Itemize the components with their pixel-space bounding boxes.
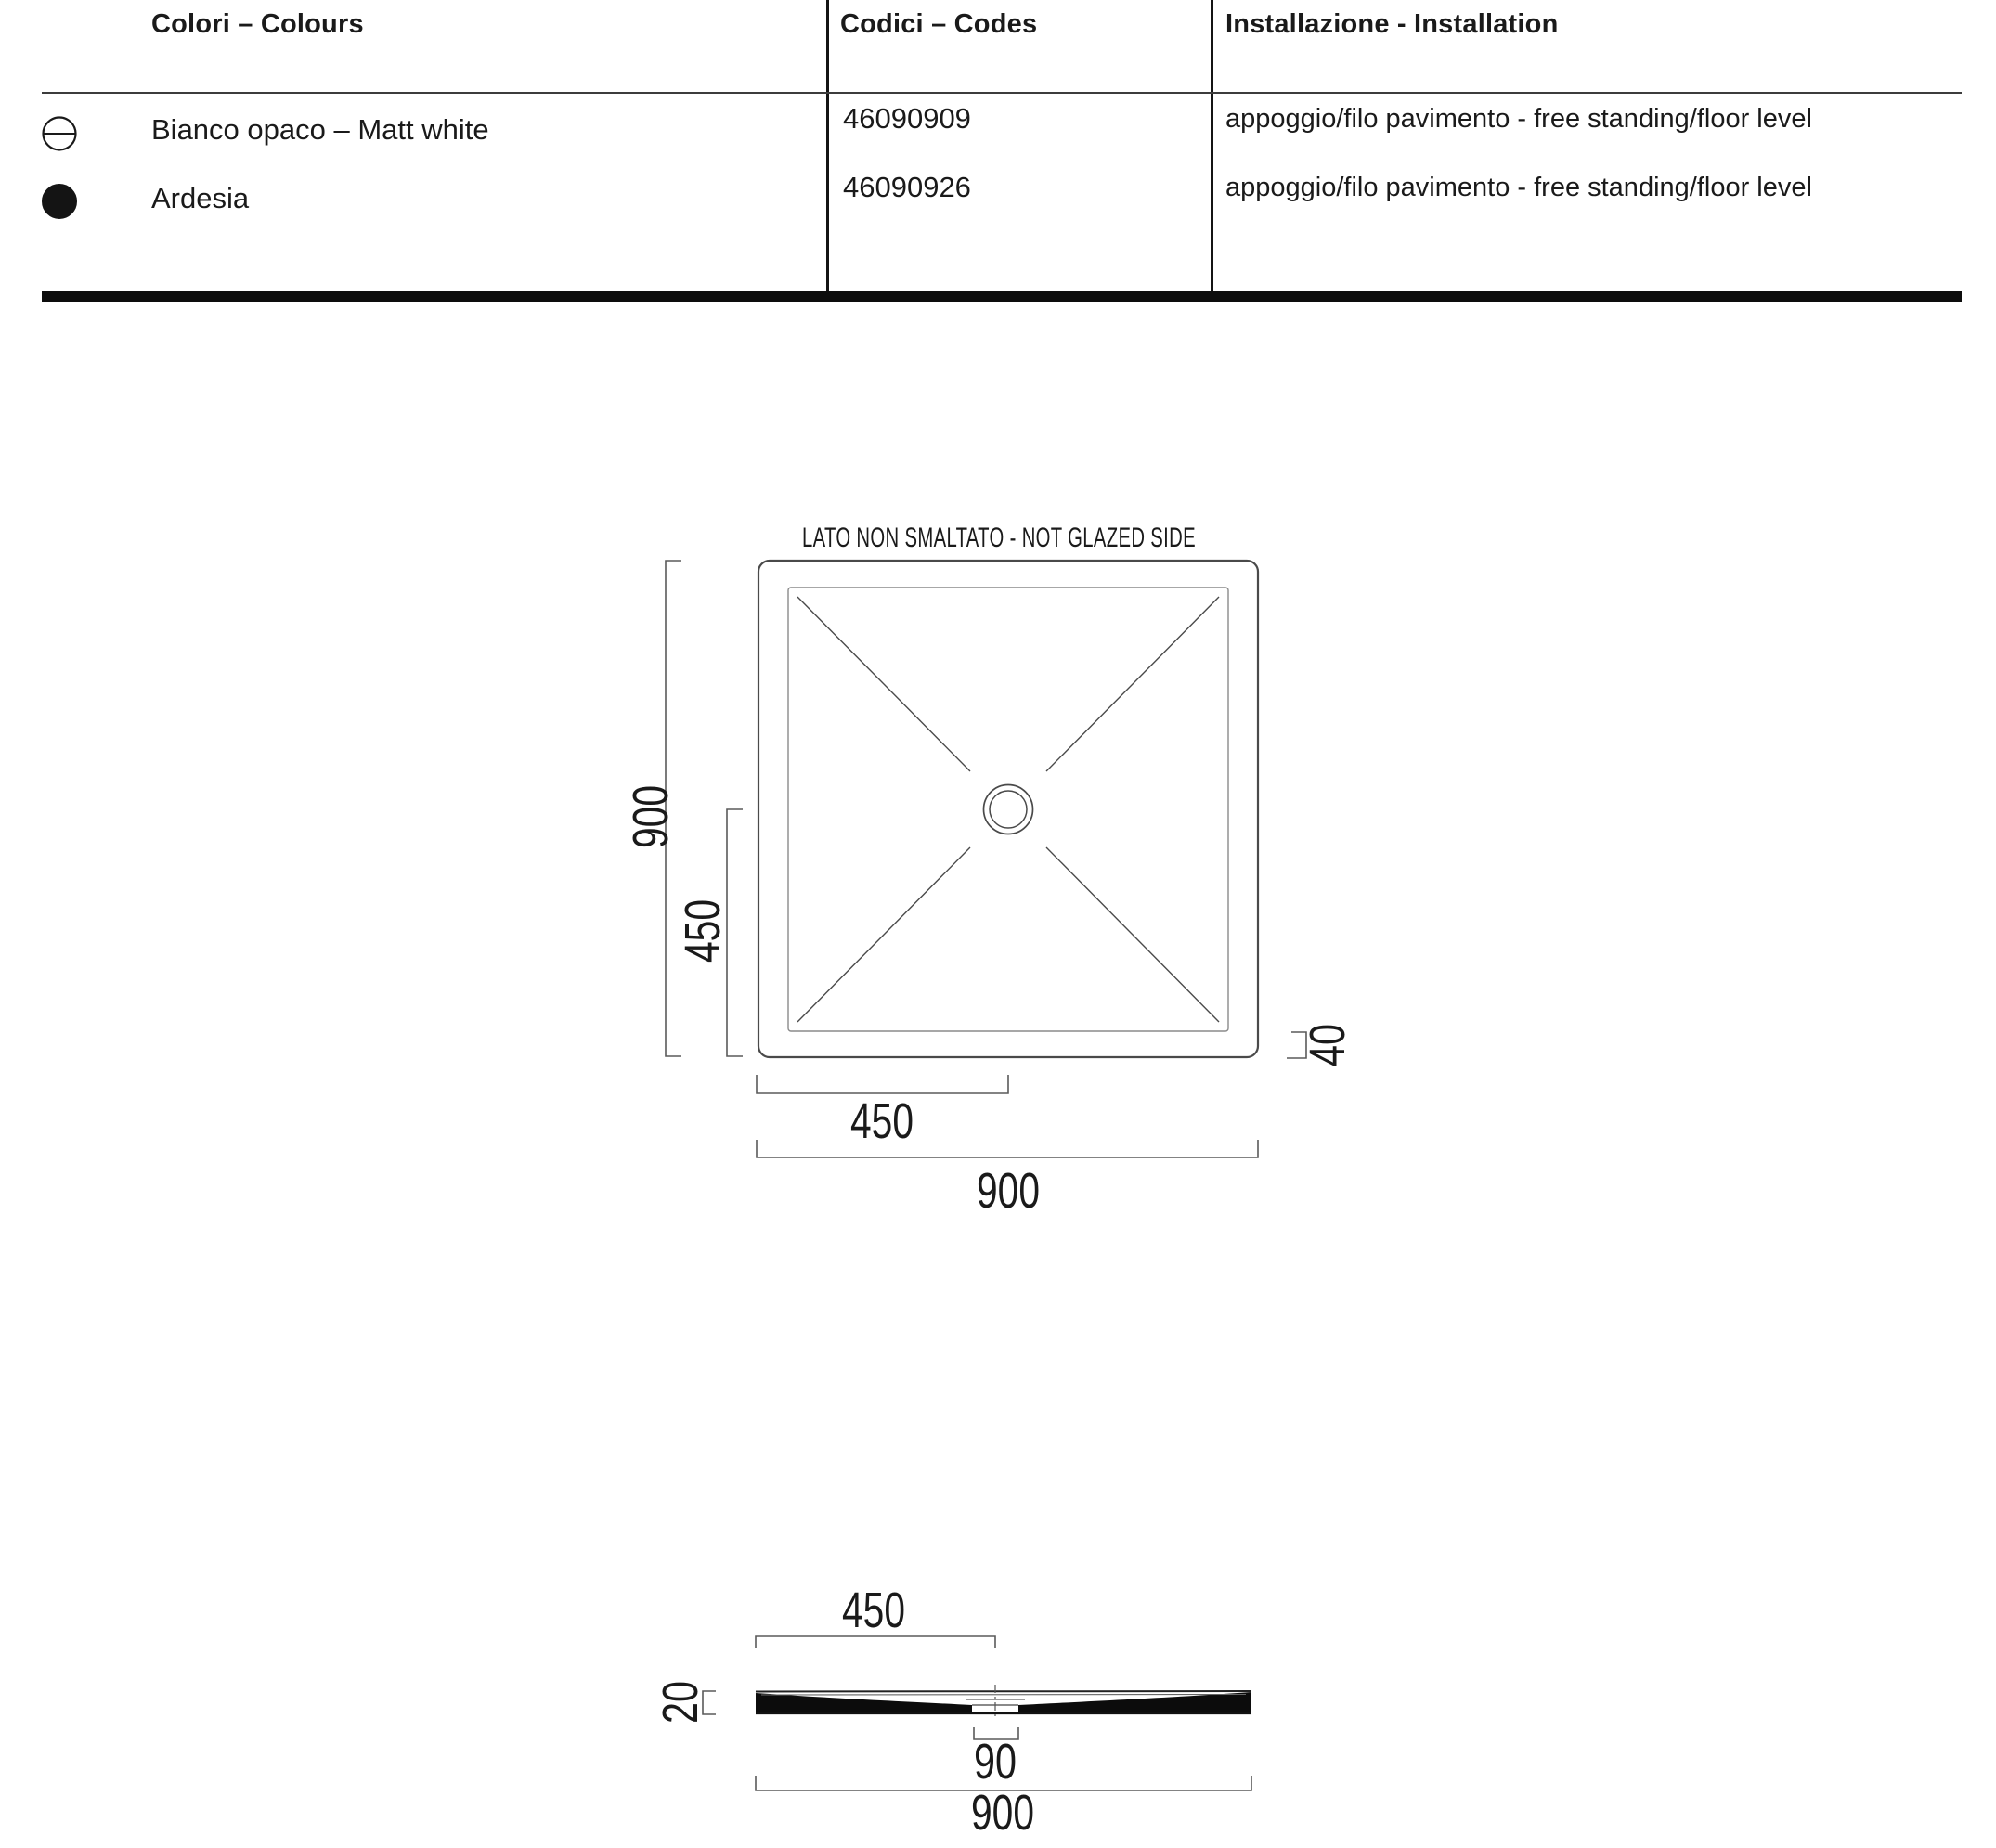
rim-inner-line [761,1695,1246,1696]
color-name: Ardesia [151,182,250,214]
installation-type: appoggio/filo pavimento - free standing/floor level [1225,173,1812,202]
dim-label-half-width-450: 450 [850,1093,914,1149]
drain-icon [984,785,1033,834]
column-header-installation: Installazione - Installation [1225,9,1559,39]
dim-label-half-width-450: 450 [842,1583,905,1638]
rim-top-line [756,1691,1251,1692]
section-left-wedge [756,1693,972,1713]
product-code: 46090926 [843,171,971,203]
dim-line-half-width-450 [757,1075,1008,1093]
column-header-codes: Codici – Codes [840,9,1038,39]
dim-label-drain-90: 90 [974,1734,1017,1790]
product-code: 46090909 [843,102,971,135]
dim-label-width-900: 900 [977,1163,1040,1219]
dim-label-thickness-20: 20 [653,1667,708,1724]
dim-label-height-900: 900 [623,764,679,848]
column-header-colours: Colori – Colours [151,9,364,39]
section-right-wedge [1018,1692,1251,1713]
dim-label-edge-40: 40 [1300,1010,1355,1066]
color-name: Bianco opaco – Matt white [151,113,489,146]
top-view-title: LATO NON SMALTATO - NOT GLAZED SIDE [802,523,1196,553]
dim-line-width-900 [757,1140,1258,1157]
drain-outer-circle [984,785,1033,834]
dim-label-width-900: 900 [971,1785,1034,1841]
installation-type: appoggio/filo pavimento - free standing/floor level [1225,104,1812,134]
dim-label-half-height-450: 450 [675,878,731,963]
top-view-drawing [623,523,1355,1219]
side-view-drawing [653,1583,1251,1841]
